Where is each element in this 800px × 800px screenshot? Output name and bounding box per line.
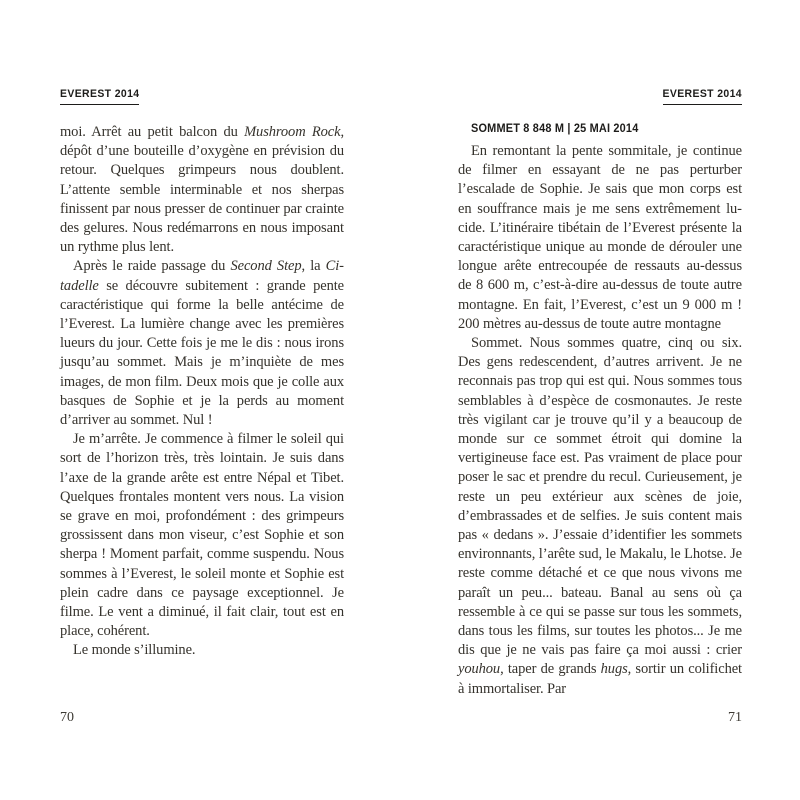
right-running-head-title: EVEREST 2014 — [662, 88, 742, 100]
left-running-head-title: EVEREST 2014 — [60, 88, 140, 100]
paragraph: Je m’arrête. Je commence à filmer le soleil qui sort de l’horizon très, très lointain. Je suis dans l’axe de la grande arête est entre Népal et Tibet. Quelques frontales montent vers nous. La vision se grave en moi, profondément : des grimpeurs grossissent dans mon viseur, c’est Sophie et son sherpa ! Moment parfait, comme suspendu. Nous sommes à l’Everest, le soleil monte et Sophie est plein cadre dans ce paysage exceptionnel. Je filme. Le vent a diminué, il fait clair, tout est en place, cohérent. — [60, 431, 344, 640]
paragraph: En remontant la pente sommitale, je continue de filmer en essayant de ne pas perturber l’escalade de Sophie. Je sais que mon corps est en souffrance mais je me sens extrêmement lucide. L’itinéraire tibétain de l’Everest présente la caractéristique unique au monde de dérouler une longue arête entrecoupée de ressauts au-dessus de 8 600 m, c’est-à-dire au-dessus de toute autre montagne. En fait, l’Everest, c’est un 9 000 m ! 200 mètres au-dessus de toute autre montagne — [458, 143, 742, 332]
right-running-head — [458, 88, 742, 105]
paragraph: Après le raide passage du Second Step, la Citadelle se découvre subitement : grande pente caractéristique qui forme la belle antécime de l’Everest. La lumière change avec les premières lueurs du jour. Cette fois je me le dis : nous irons jusqu’au sommet. Mais je m’inquiète de mes images, de mon film. Deux mois que je colle aux basques de Sophie et je la perds au moment d’arriver au sommet. Nul ! — [60, 258, 344, 429]
right-page-number: 71 — [728, 710, 742, 725]
left-running-head — [60, 88, 344, 105]
left-running-head-rule — [60, 104, 139, 105]
left-page — [60, 88, 344, 661]
right-page-body — [458, 142, 742, 699]
paragraph: Sommet. Nous sommes quatre, cinq ou six. Des gens redescendent, d’autres arrivent. Je ne reconnais pas trop qui est qui. Nous sommes tous semblables à d’espèce de cosmonautes. Je reste très vigilant car je trouve qu’il y a beaucoup de monde sur ce sommet étroit qui domine la vertigineuse face est. Pas vraiment de place pour poser le sac et prendre du recul. Curieusement, je reste un peu extérieur aux scènes de joie, d’embrassades et de selfies. Je suis content mais pas « dedans ». J’essaie d’identifier les sommets environnants, l’arête sud, le Makalu, le Lhotse. Je reste comme détaché et ce que nous vivons me paraît un peu... bateau. Banal au sens où ça ressemble à ce qui se passe sur tous les sommets, dans tous les films, sur toutes les photos... Je me dis que je ne vais pas faire ça moi aussi : crier youhou, taper de grands hugs, sortir un colifichet à immortaliser. Par — [458, 335, 742, 697]
right-page — [458, 88, 742, 699]
left-page-number: 70 — [60, 710, 74, 725]
section-heading: SOMMET 8 848 M | 25 MAI 2014 — [471, 123, 639, 135]
right-running-head-rule — [663, 104, 742, 105]
paragraph: moi. Arrêt au petit balcon du Mushroom Rock, dépôt d’une bouteille d’oxygène en prévision du retour. Quelques grimpeurs nous doublent. L’attente semble interminable et nos sherpas finissent par nous presser de continuer par crainte des gelures. Nous redémarrons en nous imposant un rythme plus lent. — [60, 124, 344, 256]
left-page-body — [60, 123, 344, 661]
paragraph: Le monde s’illumine. — [73, 642, 196, 659]
